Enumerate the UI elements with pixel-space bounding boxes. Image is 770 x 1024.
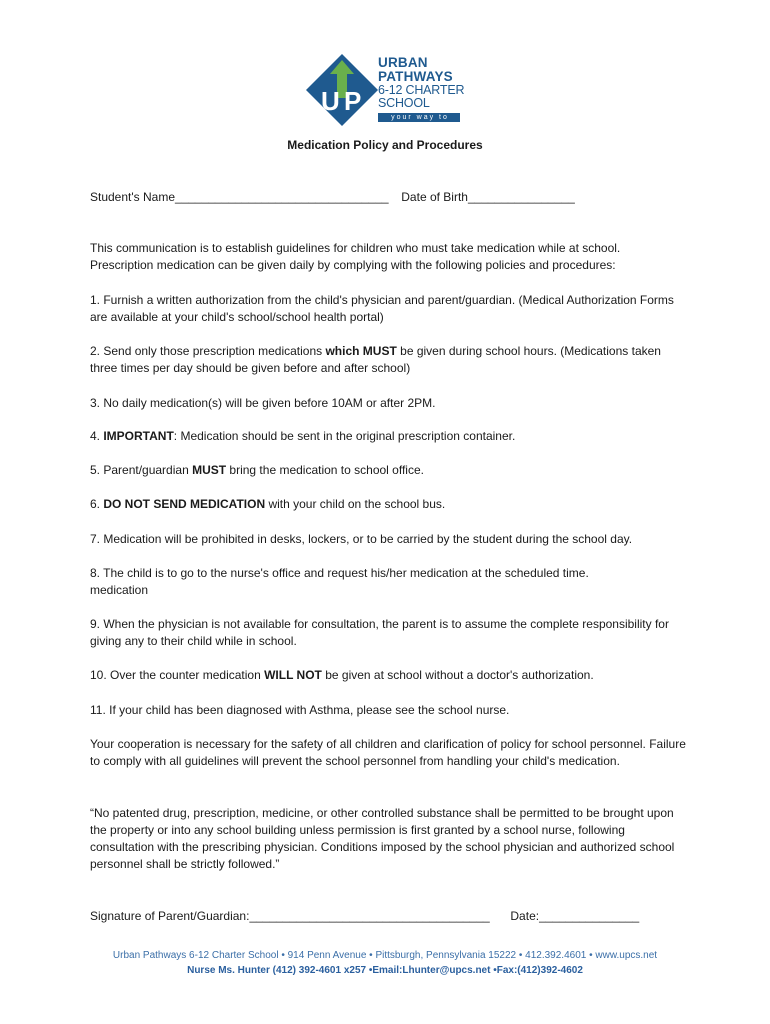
student-name-blank[interactable]: ________________________________ <box>175 190 389 204</box>
school-logo <box>304 52 474 130</box>
date-blank[interactable]: _______________ <box>539 909 640 923</box>
signature-label: Signature of Parent/Guardian: <box>90 909 250 923</box>
item-5-text-post: bring the medication to school office. <box>226 463 424 477</box>
date-label: Date: <box>510 909 540 923</box>
svg-text:P: P <box>344 86 362 116</box>
policy-item-11: 11. If your child has been diagnosed with Asthma, please see the school nurse. <box>90 703 510 717</box>
policy-item-6 <box>90 496 690 513</box>
policy-item-1: 1. Furnish a written authorization from the child's physician and parent/guardian. (Medical Authorization Forms are available at your child's school/school health portal) <box>90 293 674 324</box>
policy-item-10 <box>90 667 690 684</box>
policy-item-2 <box>90 343 690 377</box>
item-10-text: 10. Over the counter medication <box>90 668 265 682</box>
logo-line-school: SCHOOL <box>378 96 430 110</box>
dob-label: Date of Birth <box>401 190 468 204</box>
item-2-text-post: be given during school hours. (Medications taken three times per day should be given before and after school) <box>90 344 661 375</box>
signature-blank[interactable]: ____________________________________ <box>249 909 490 923</box>
item-4-emphasis: IMPORTANT <box>103 429 174 443</box>
item-6-emphasis: DO NOT SEND MEDICATION <box>103 497 266 511</box>
intro-line-2: Prescription medication can be given daily by complying with the following policies and procedures: <box>90 258 616 272</box>
logo-text <box>378 56 464 122</box>
item-2-text: 2. Send only those prescription medications <box>90 344 326 358</box>
policy-item-3: 3. No daily medication(s) will be given before 10AM or after 2PM. <box>90 396 436 410</box>
item-5-text: 5. Parent/guardian <box>90 463 193 477</box>
item-2-emphasis: which MUST <box>325 344 397 358</box>
dob-blank[interactable]: ________________ <box>467 190 575 204</box>
policy-item-9: 9. When the physician is not available for consultation, the parent is to assume the complete responsibility for giving any to their child while in school. <box>90 617 669 648</box>
policy-quote: “No patented drug, prescription, medicine, or other controlled substance shall be permitted to be brought upon the property or into any school building unless permission is first granted by a school nurse, following consultation with the prescribing physician. Conditions imposed by the school physician and authorized school personnel shall be strictly followed.” <box>90 806 675 871</box>
logo-tagline: your way to <box>378 113 460 122</box>
policy-item-5 <box>90 462 690 479</box>
page-title: Medication Policy and Procedures <box>287 138 483 152</box>
logo-line-pathways: PATHWAYS <box>378 69 453 84</box>
item-4-text-post: : Medication should be sent in the original prescription container. <box>173 429 516 443</box>
item-6-text: 6. <box>90 497 104 511</box>
svg-text:U: U <box>321 86 340 116</box>
item-10-emphasis: WILL NOT <box>264 668 322 682</box>
policy-item-4 <box>90 428 690 445</box>
policy-item-8-line-1: 8. The child is to go to the nurse's office and request his/her medication at the scheduled time. <box>90 566 589 580</box>
intro-line-1: This communication is to establish guidelines for children who must take medication while at school. <box>90 241 621 255</box>
signature-line <box>90 908 639 925</box>
logo-line-urban: URBAN <box>378 55 428 70</box>
logo-mark-icon <box>304 52 380 128</box>
student-info-line <box>90 189 575 206</box>
item-4-text: 4. <box>90 429 104 443</box>
item-6-text-post: with your child on the school bus. <box>265 497 446 511</box>
policy-item-7: 7. Medication will be prohibited in desks, lockers, or to be carried by the student during the school day. <box>90 532 633 546</box>
cooperation-paragraph: Your cooperation is necessary for the safety of all children and clarification of policy for school personnel. Failure to comply with all guidelines will prevent the school personnel from handling your child's medication. <box>90 737 686 768</box>
logo-line-charter: 6-12 CHARTER <box>378 83 465 97</box>
policy-item-8-line-2: medication <box>90 583 149 597</box>
footer-nurse-contact: Nurse Ms. Hunter (412) 392-4601 x257 •Email:Lhunter@upcs.net •Fax:(412)392-4602 <box>187 965 583 976</box>
item-5-emphasis: MUST <box>192 463 227 477</box>
item-10-text-post: be given at school without a doctor's authorization. <box>321 668 594 682</box>
footer-address: Urban Pathways 6-12 Charter School • 914 Penn Avenue • Pittsburgh, Pennsylvania 15222 • 412.392.4601 • www.upcs.net <box>112 950 658 961</box>
student-name-label: Student's Name <box>90 190 176 204</box>
